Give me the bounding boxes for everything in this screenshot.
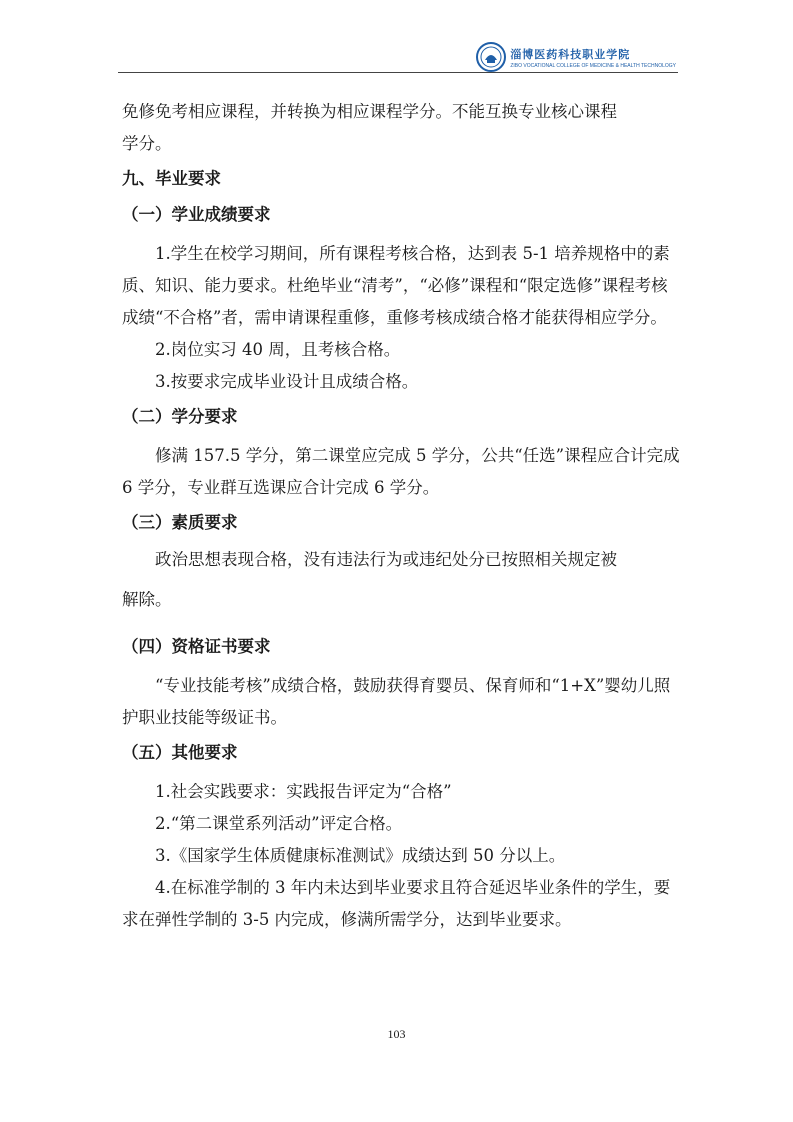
academic-heading: （一）学业成绩要求 (122, 205, 271, 224)
school-logo (476, 42, 676, 72)
intro-line-2: 学分。 (122, 134, 172, 153)
other-item-4: 4.在标准学制的 3 年内未达到毕业要求且符合延迟毕业条件的学生，要求在弹性学制的 3-5 内完成，修满所需学分，达到毕业要求。 (122, 878, 671, 929)
other-heading: （五）其他要求 (122, 743, 238, 762)
page-header (118, 40, 678, 73)
quality-text (122, 540, 682, 620)
school-name: 淄博医药科技职业学院 (510, 47, 631, 61)
quality-line-2: 解除。 (122, 590, 172, 609)
page-number: 103 (387, 1027, 406, 1041)
school-name-en: ZIBO VOCATIONAL COLLEGE OF MEDICINE & HEALTH TECHNOLOGY (510, 62, 676, 69)
other-item-3: 3.《国家学生体质健康标准测试》成绩达到 50 分以上。 (155, 846, 566, 865)
quality-heading: （三）素质要求 (122, 513, 238, 532)
academic-item-2: 2.岗位实习 40 周，且考核合格。 (155, 340, 401, 359)
certificate-text: “专业技能考核”成绩合格，鼓励获得育婴员、保育师和“1+X”婴幼儿照护职业技能等级证书。 (122, 676, 671, 727)
logo-text-block (510, 46, 676, 69)
school-seal-icon (476, 42, 506, 72)
academic-item-3: 3.按要求完成毕业设计且成绩合格。 (155, 372, 419, 391)
intro-line-1: 免修免考相应课程，并转换为相应课程学分。不能互换专业核心课程 (122, 102, 617, 121)
other-item-2: 2.“第二课堂系列活动”评定合格。 (155, 814, 403, 833)
certificate-heading: （四）资格证书要求 (122, 637, 271, 656)
document-body (122, 96, 682, 936)
academic-item-1: 1.学生在校学习期间，所有课程考核合格，达到表 5-1 培养规格中的素质、知识、能力要求。杜绝毕业“清考”，“必修”课程和“限定选修”课程考核成绩“不合格”者，需申请课程重修，重修考核成绩合格才能获得相应学分。 (122, 244, 670, 327)
quality-line-1: 政治思想表现合格，没有违法行为或违纪处分已按照相关规定被 (155, 550, 617, 569)
other-item-1: 1.社会实践要求：实践报告评定为“合格” (155, 782, 452, 801)
credit-heading: （二）学分要求 (122, 407, 238, 426)
section-title: 九、毕业要求 (122, 169, 221, 188)
intro-paragraph (122, 96, 682, 160)
credit-text: 修满 157.5 学分，第二课堂应完成 5 学分，公共“任选”课程应合计完成 6 学分，专业群互选课应合计完成 6 学分。 (122, 446, 680, 497)
